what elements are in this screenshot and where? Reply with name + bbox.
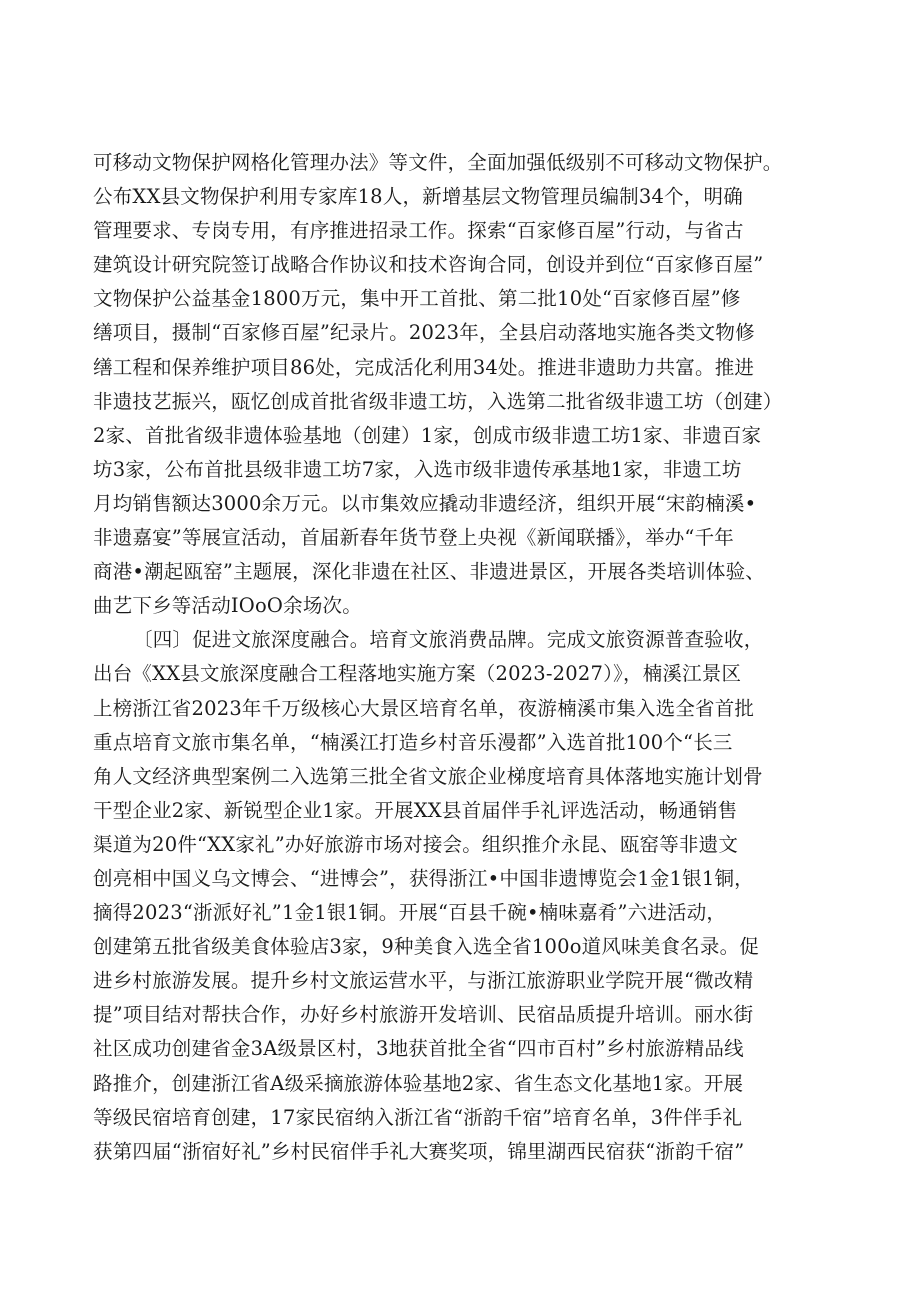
text-line: 建筑设计研究院签订战略合作协议和技术咨询合同，创设并到位“百家修百屋”: [93, 253, 764, 277]
text-line: 可移动文物保护网格化管理办法》等文件，全面加强低级别不可移动文物保护。: [93, 151, 783, 174]
text-line: 〔四〕促进文旅深度融合。培育文旅消费品牌。完成文旅资源普查验收，: [133, 628, 764, 652]
text-line: 非遗嘉宴”等展宣活动，首届新春年货节登上央视《新闻联播》，举办“千年: [93, 526, 734, 550]
text-line: 渠道为20件“XX家礼”办好旅游市场对接会。组织推介永昆、瓯窑等非遗文: [93, 832, 739, 856]
text-line: 提”项目结对帮扶合作，办好乡村旅游开发培训、民宿品质提升培训。丽水街: [93, 1003, 754, 1027]
text-line: 上榜浙江省2023年千万级核心大景区培育名单，夜游楠溪市集入选全省首批: [93, 696, 755, 720]
text-line: 创亮相中国义乌文博会、“进博会”，获得浙江•中国非遗博览会1金1银1铜，: [93, 866, 754, 890]
text-line: 等级民宿培育创建，17家民宿纳入浙江省“浙韵千宿”培育名单，3件伴手礼: [93, 1105, 743, 1129]
text-line: 文物保护公益基金1800万元，集中开工首批、第二批10处“百家修百屋”修: [93, 287, 741, 311]
text-line: 干型企业2家、新锐型企业1家。开展XX县首届伴手礼评选活动，畅通销售: [93, 798, 738, 822]
text-line: 缮工程和保养维护项目86处，完成活化利用34处。推进非遗助力共富。推进: [93, 355, 755, 379]
text-line: 重点培育文旅市集名单，“楠溪江打造乡村音乐漫都”入选首批100个“长三: [93, 730, 733, 754]
text-line: 2家、首批省级非遗体验基地（创建）1家，创成市级非遗工坊1家、非遗百家: [93, 423, 762, 447]
text-line: 创建第五批省级美食体验店3家，9种美食入选全省100o道风味美食名录。促: [93, 935, 759, 959]
text-line: 曲艺下乡等活动IOoO余场次。: [93, 594, 362, 618]
text-line: 公布XX县文物保护利用专家库18人，新增基层文物管理员编制34个，明确: [93, 185, 743, 209]
text-line: 月均销售额达3000余万元。以市集效应撬动非遗经济，组织开展“宋韵楠溪•: [93, 491, 757, 515]
text-line: 管理要求、专岗专用，有序推进招录工作。探索“百家修百屋”行动，与省古: [93, 219, 744, 243]
text-line: 坊3家，公布首批县级非遗工坊7家，入选市级非遗传承基地1家，非遗工坊: [93, 457, 742, 481]
text-line: 角人文经济典型案例二入选第三批全省文旅企业梯度培育具体落地实施计划骨: [93, 764, 763, 788]
text-line: 摘得2023“浙派好礼”1金1银1铜。开展“百县千碗•楠味嘉肴”六进活动，: [93, 901, 727, 925]
text-line: 进乡村旅游发展。提升乡村文旅运营水平，与浙江旅游职业学院开展“微改精: [93, 969, 754, 993]
body-text: [93, 146, 853, 1169]
text-line: 非遗技艺振兴，瓯忆创成首批省级非遗工坊，入选第二批省级非遗工坊（创建）: [93, 389, 783, 413]
text-line: 商港•潮起瓯窑”主题展，深化非遗在社区、非遗进景区，开展各类培训体验、: [93, 560, 765, 584]
text-line: 社区成功创建省金3A级景区村，3地获首批全省“四市百村”乡村旅游精品线: [93, 1037, 744, 1061]
text-line: 出台《XX县文旅深度融合工程落地实施方案（2023-2027）》，楠溪江景区: [93, 662, 742, 686]
text-line: 路推介，创建浙江省A级采摘旅游体验基地2家、省生态文化基地1家。开展: [93, 1071, 744, 1095]
text-line: 获第四届“浙宿好礼”乡村民宿伴手礼大赛奖项，锦里湖西民宿获“浙韵千宿”: [93, 1139, 745, 1163]
text-line: 缮项目，摄制“百家修百屋”纪录片。2023年，全县启动落地实施各类文物修: [93, 321, 755, 345]
